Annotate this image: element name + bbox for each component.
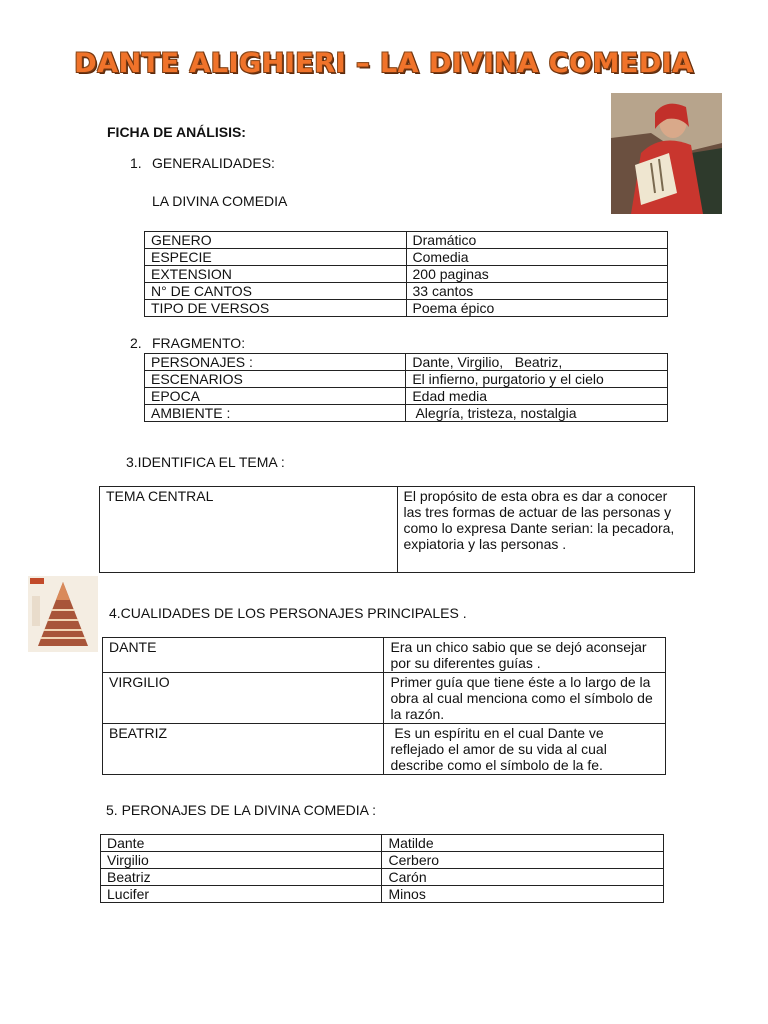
- table-row: [145, 249, 668, 266]
- table-row: [145, 371, 668, 388]
- table-row: [101, 835, 664, 852]
- row-label: AMBIENTE :: [145, 405, 406, 422]
- row-label: EXTENSION: [145, 266, 407, 283]
- section1-subtitle: LA DIVINA COMEDIA: [152, 193, 288, 209]
- table-row: [101, 869, 664, 886]
- row-value: Alegría, tristeza, nostalgia: [406, 405, 668, 422]
- tema-value: El propósito de esta obra es dar a conocer las tres formas de actuar de las personas y como lo expresa Dante serian: la pecadora, expiatoria y las personas .: [397, 487, 695, 573]
- cualidades-table: [102, 637, 666, 775]
- section1-heading: GENERALIDADES:: [152, 155, 275, 171]
- document-title: DANTE ALIGHIERI – LA DIVINA COMEDIA: [74, 48, 694, 79]
- row-label: ESPECIE: [145, 249, 407, 266]
- section2-number: 2.: [130, 335, 142, 351]
- table-row: [145, 232, 668, 249]
- ficha-label: FICHA DE ANÁLISIS:: [107, 124, 246, 140]
- row-right: Matilde: [382, 835, 664, 852]
- dante-portrait-image: [611, 93, 722, 214]
- section4-heading: 4.CUALIDADES DE LOS PERSONAJES PRINCIPALES .: [109, 605, 467, 621]
- generalidades-table: [144, 231, 668, 317]
- row-left: Lucifer: [101, 886, 382, 903]
- section1-number: 1.: [130, 155, 142, 171]
- row-label: N° DE CANTOS: [145, 283, 407, 300]
- row-value: El infierno, purgatorio y el cielo: [406, 371, 668, 388]
- row-value: Dante, Virgilio, Beatriz,: [406, 354, 668, 371]
- row-label: VIRGILIO: [103, 673, 384, 724]
- row-value: Poema épico: [406, 300, 667, 317]
- tema-label: TEMA CENTRAL: [100, 487, 398, 573]
- row-value: 200 paginas: [406, 266, 667, 283]
- row-value: Dramático: [406, 232, 667, 249]
- row-value: Era un chico sabio que se dejó aconsejar por su diferentes guías .: [384, 638, 666, 673]
- row-label: TIPO DE VERSOS: [145, 300, 407, 317]
- table-row: [103, 724, 666, 775]
- row-label: GENERO: [145, 232, 407, 249]
- table-row: [101, 886, 664, 903]
- personajes-table: [100, 834, 664, 903]
- table-row: [145, 354, 668, 371]
- row-right: Carón: [382, 869, 664, 886]
- table-row: [145, 266, 668, 283]
- row-value: Comedia: [406, 249, 667, 266]
- row-left: Beatriz: [101, 869, 382, 886]
- row-label: EPOCA: [145, 388, 406, 405]
- table-row: [103, 673, 666, 724]
- row-label: ESCENARIOS: [145, 371, 406, 388]
- row-label: PERSONAJES :: [145, 354, 406, 371]
- table-row: [101, 852, 664, 869]
- purgatory-mountain-image: [28, 576, 98, 652]
- row-value: Primer guía que tiene éste a lo largo de la obra al cual menciona como el símbolo de la razón.: [384, 673, 666, 724]
- row-left: Virgilio: [101, 852, 382, 869]
- table-row: [145, 388, 668, 405]
- table-row: [100, 487, 695, 573]
- row-right: Minos: [382, 886, 664, 903]
- row-label: BEATRIZ: [103, 724, 384, 775]
- table-row: [145, 405, 668, 422]
- row-left: Dante: [101, 835, 382, 852]
- row-value: 33 cantos: [406, 283, 667, 300]
- tema-table: [99, 486, 695, 573]
- fragmento-table: [144, 353, 668, 422]
- row-right: Cerbero: [382, 852, 664, 869]
- section5-heading: 5. PERONAJES DE LA DIVINA COMEDIA :: [106, 802, 376, 818]
- row-value: Es un espíritu en el cual Dante ve reflejado el amor de su vida al cual describe como el símbolo de la fe.: [384, 724, 666, 775]
- section3-heading: 3.IDENTIFICA EL TEMA :: [126, 454, 285, 470]
- table-row: [145, 300, 668, 317]
- row-value: Edad media: [406, 388, 668, 405]
- table-row: [145, 283, 668, 300]
- table-row: [103, 638, 666, 673]
- row-label: DANTE: [103, 638, 384, 673]
- section2-heading: FRAGMENTO:: [152, 335, 246, 351]
